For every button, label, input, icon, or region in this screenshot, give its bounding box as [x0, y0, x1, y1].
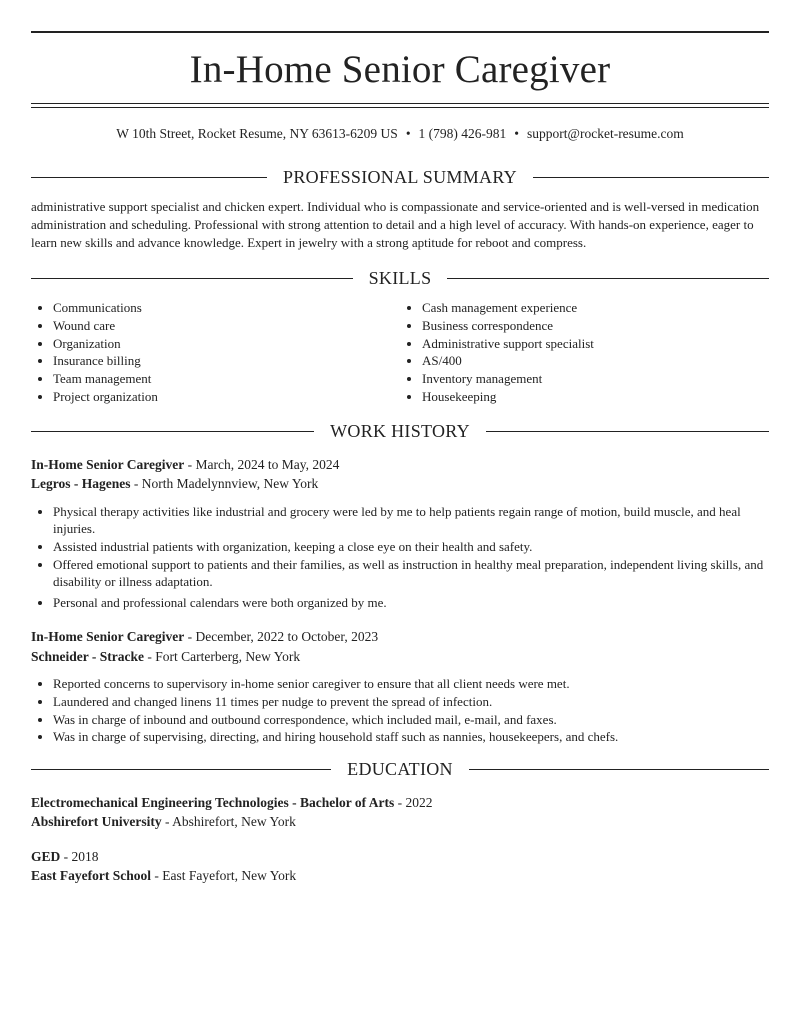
heading-rule [486, 431, 769, 432]
page-title: In-Home Senior Caregiver [189, 48, 611, 91]
skills-column-right [400, 299, 769, 406]
top-rule [31, 31, 769, 33]
contact-line [31, 125, 769, 143]
job-bullet: • Physical therapy activities like industrial and grocery were led by me to help patients regain range of motion, build muscle, and heal injuries. [53, 503, 769, 538]
job-entry [31, 455, 769, 612]
contact-phone: 1 (798) 426-981 [418, 126, 507, 141]
job-company: Schneider - Stracke [31, 648, 144, 664]
skill-item: • Wound care [53, 317, 400, 335]
skills-column-left [31, 299, 400, 406]
section-heading-education [31, 758, 769, 782]
education-entry [31, 793, 769, 832]
contact-address: W 10th Street, Rocket Resume, NY 63613-6209 US [116, 126, 398, 141]
education-location: - East Fayefort, New York [150, 868, 297, 884]
job-bullets [31, 675, 769, 745]
education-school-line [31, 812, 769, 832]
education-entry [31, 847, 769, 886]
heading-rule [447, 278, 769, 279]
skill-item: • Team management [53, 370, 400, 388]
education-location: - Abshirefort, New York [161, 814, 296, 830]
heading-rule [31, 769, 331, 770]
skill-item: • AS/400 [422, 352, 769, 370]
skills-list [31, 299, 769, 406]
skill-item: • Organization [53, 335, 400, 353]
resume-page [31, 0, 769, 886]
summary-text: administrative support specialist and chicken expert. Individual who is compassionate and service-oriented and is well-versed in medication administration and scheduling. Professional with strong attention to detail and a high level of accuracy. With hands-on experience, eager to learn new skills and advance knowledge. Expert in jewelry with a strong aptitude for reboot and compress. [31, 199, 760, 250]
education-school: Abshirefort University [31, 814, 162, 830]
job-bullet: • Reported concerns to supervisory in-home senior caregiver to ensure that all client needs were met. [53, 675, 769, 693]
section-title-skills: SKILLS [368, 267, 432, 288]
skill-item: • Business correspondence [422, 317, 769, 335]
heading-rule [31, 177, 267, 178]
job-bullet: • Assisted industrial patients with organization, keeping a close eye on their health and safety. [53, 538, 769, 556]
skill-item: • Project organization [53, 388, 400, 406]
section-title-work: WORK HISTORY [330, 421, 470, 442]
skill-item: • Inventory management [422, 370, 769, 388]
title-double-rule [31, 103, 769, 108]
job-bullet: • Laundered and changed linens 11 times per nudge to prevent the spread of infection. [53, 693, 769, 711]
job-company: Legros - Hagenes [31, 476, 131, 492]
section-title-education: EDUCATION [347, 759, 453, 780]
skill-item: • Cash management experience [422, 299, 769, 317]
job-location: - Fort Carterberg, New York [144, 648, 301, 664]
section-heading-work [31, 420, 769, 444]
education-degree-line [31, 847, 769, 867]
job-dates: - December, 2022 to October, 2023 [184, 629, 379, 645]
job-bullets [31, 503, 769, 612]
job-location: - North Madelynnview, New York [130, 476, 319, 492]
section-heading-summary [31, 165, 769, 189]
skill-item: • Housekeeping [422, 388, 769, 406]
skill-item: • Communications [53, 299, 400, 317]
contact-separator: • [405, 126, 411, 141]
heading-rule [31, 278, 353, 279]
job-bullet: • Offered emotional support to patients and their families, as well as instruction in healthy meal preparation, independent living skills, and disability or illness adaptation. [53, 556, 769, 591]
job-title: In-Home Senior Caregiver [31, 629, 185, 645]
section-heading-skills [31, 266, 769, 290]
job-title: In-Home Senior Caregiver [31, 456, 185, 472]
job-company-line [31, 647, 769, 667]
job-title-line [31, 455, 769, 475]
job-company-line [31, 474, 769, 494]
job-bullet: • Was in charge of supervising, directing, and hiring household staff such as nannies, housekeepers, and chefs. [53, 728, 769, 746]
job-bullet: • Was in charge of inbound and outbound correspondence, which included mail, e-mail, and faxes. [53, 711, 769, 729]
job-entry [31, 627, 769, 745]
skill-item: • Administrative support specialist [422, 335, 769, 353]
job-dates: - March, 2024 to May, 2024 [184, 456, 340, 472]
heading-rule [31, 431, 314, 432]
education-school: East Fayefort School [31, 868, 151, 884]
education-year: - 2022 [394, 794, 433, 810]
education-degree-line [31, 793, 769, 813]
education-degree: GED [31, 848, 61, 864]
heading-rule [533, 177, 769, 178]
contact-email[interactable]: support@rocket-resume.com [527, 126, 684, 141]
education-degree: Electromechanical Engineering Technologies - Bachelor of Arts [31, 794, 395, 810]
job-bullet: • Personal and professional calendars were both organized by me. [53, 594, 769, 612]
skill-item: • Insurance billing [53, 352, 400, 370]
contact-separator: • [514, 126, 520, 141]
education-year: - 2018 [60, 848, 99, 864]
education-school-line [31, 866, 769, 886]
heading-rule [469, 769, 769, 770]
job-title-line [31, 627, 769, 647]
section-title-summary: PROFESSIONAL SUMMARY [283, 166, 517, 187]
